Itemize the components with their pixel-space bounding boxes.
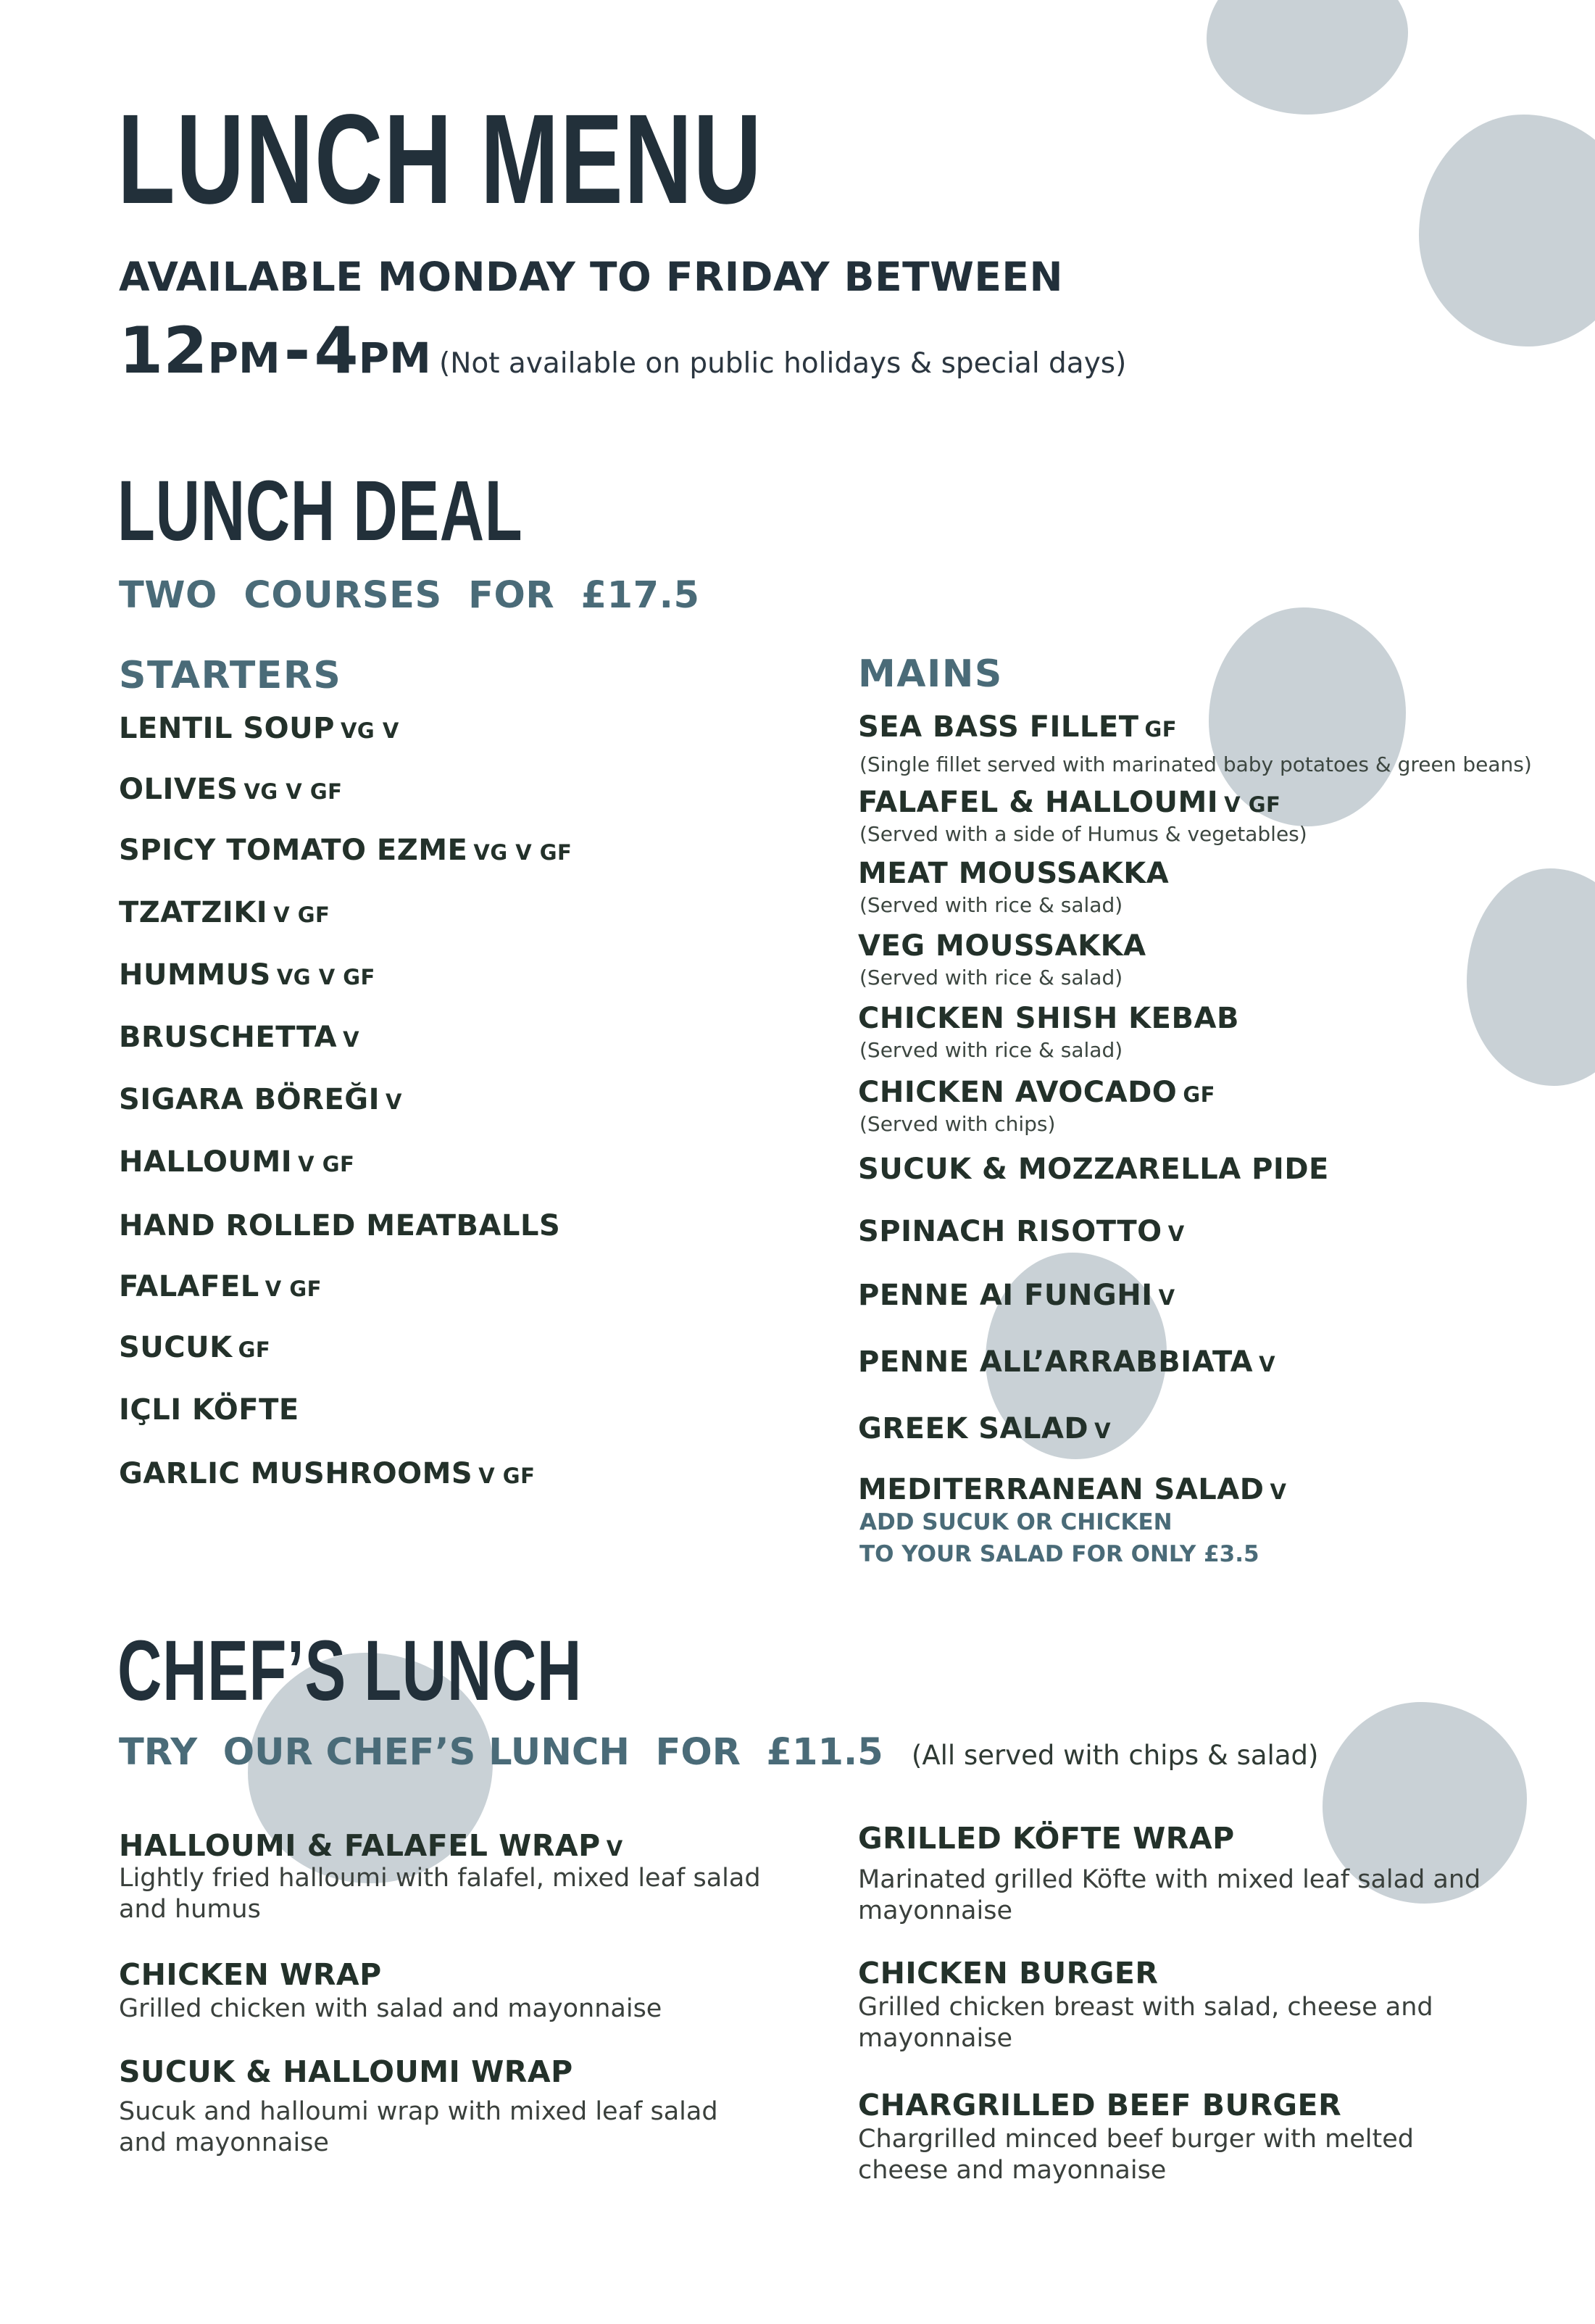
- starter-item: [119, 1331, 270, 1364]
- decor-blob-top-right: [1419, 115, 1595, 346]
- main-item-tags: V: [1270, 1480, 1287, 1504]
- starter-item: [119, 1457, 535, 1490]
- starter-item-tags: GF: [238, 1337, 271, 1362]
- starter-item-name: GARLIC MUSHROOMS: [119, 1457, 473, 1490]
- chefs-lunch-note: (All served with chips & salad): [911, 1740, 1319, 1771]
- main-item: [858, 786, 1280, 819]
- main-item: [858, 1473, 1286, 1506]
- time-note: (Not available on public holidays & special days): [438, 347, 1127, 380]
- starter-item: [119, 1209, 560, 1242]
- chef-lunch-item-name: [119, 1828, 771, 1863]
- time-start-number: 12: [119, 313, 208, 388]
- time-range: [119, 313, 1126, 388]
- starters-heading: STARTERS: [119, 654, 342, 697]
- chef-lunch-item-title: SUCUK & HALLOUMI WRAP: [119, 2054, 573, 2089]
- chef-lunch-item-name: [858, 1821, 1510, 1856]
- main-item-tags: V: [1094, 1419, 1112, 1443]
- starter-item-name: TZATZIKI: [119, 896, 268, 929]
- starter-item: [119, 773, 342, 806]
- time-start-suffix: PM: [207, 333, 280, 383]
- chef-lunch-item-name: [119, 1957, 771, 1992]
- chef-lunch-item-description: Lightly fried halloumi with falafel, mixed leaf salad and humus: [119, 1864, 761, 1924]
- chef-lunch-item-description: Grilled chicken breast with salad, cheese and mayonnaise: [858, 1993, 1433, 2053]
- chefs-lunch-subtitle: TRY OUR CHEF’S LUNCH FOR £11.5: [119, 1731, 883, 1774]
- mains-heading: MAINS: [858, 652, 1003, 696]
- main-item-description: (Served with rice & salad): [859, 893, 1123, 917]
- main-item-name: PENNE ALL’ARRABBIATA: [858, 1345, 1254, 1379]
- starter-item-tags: V GF: [478, 1464, 536, 1488]
- chef-lunch-item-tags: V: [606, 1836, 623, 1861]
- chef-lunch-item-title: CHICKEN BURGER: [858, 1956, 1159, 1991]
- lunch-deal-subtitle: TWO COURSES FOR £17.5: [119, 574, 700, 617]
- time-end-number: 4: [314, 313, 359, 388]
- chef-lunch-item-description: Chargrilled minced beef burger with melted cheese and mayonnaise: [858, 2125, 1414, 2185]
- starter-item-name: SUCUK: [119, 1331, 233, 1364]
- main-item: [858, 1076, 1215, 1109]
- chef-lunch-item-title: HALLOUMI & FALAFEL WRAP: [119, 1828, 601, 1863]
- starter-item-tags: VG V GF: [276, 965, 375, 989]
- chef-lunch-item-title: CHARGRILLED BEEF BURGER: [858, 2088, 1342, 2122]
- time-end-suffix: PM: [358, 333, 431, 383]
- main-item-name: CHICKEN AVOCADO: [858, 1076, 1178, 1109]
- main-item-tags: V: [1158, 1285, 1175, 1310]
- main-item-tags: GF: [1144, 717, 1178, 742]
- main-item-tags: V: [1167, 1221, 1185, 1246]
- starter-item-name: SIGARA BÖREĞI: [119, 1083, 380, 1116]
- chef-lunch-item-description: Grilled chicken with salad and mayonnaise: [119, 1994, 662, 2023]
- main-item-description: (Single fillet served with marinated baby potatoes & green beans): [859, 752, 1532, 776]
- main-item: [858, 857, 1169, 890]
- main-item: [858, 929, 1146, 963]
- main-item-name: CHICKEN SHISH KEBAB: [858, 1002, 1239, 1035]
- main-item: [858, 1153, 1329, 1186]
- starter-item-tags: V GF: [265, 1277, 322, 1301]
- starter-item-tags: V: [343, 1027, 360, 1052]
- chef-lunch-item: [858, 1821, 1510, 1927]
- main-item: [858, 1279, 1175, 1312]
- starter-item-name: FALAFEL: [119, 1270, 259, 1303]
- starter-item-tags: V GF: [298, 1152, 355, 1176]
- starter-item: [119, 958, 375, 992]
- main-item-description: (Served with a side of Humus & vegetables): [859, 822, 1307, 846]
- chefs-lunch-subtitle-row: [119, 1731, 1318, 1774]
- starter-item-tags: VG V GF: [243, 779, 343, 804]
- starter-item-tags: VG V: [340, 718, 399, 743]
- starter-item-name: HAND ROLLED MEATBALLS: [119, 1209, 561, 1242]
- starter-item-tags: V: [386, 1090, 402, 1114]
- main-item-description: (Served with rice & salad): [859, 966, 1123, 989]
- starter-item-name: BRUSCHETTA: [119, 1021, 338, 1054]
- starter-item: [119, 1270, 322, 1303]
- main-item-name: PENNE AI FUNGHI: [858, 1279, 1153, 1312]
- main-item-name: SUCUK & MOZZARELLA PIDE: [858, 1153, 1329, 1186]
- main-item: [858, 1002, 1239, 1035]
- main-item-name: SEA BASS FILLET: [858, 710, 1139, 744]
- chef-lunch-item-title: GRILLED KÖFTE WRAP: [858, 1821, 1235, 1856]
- starter-item: [119, 1083, 402, 1116]
- chef-lunch-item: [858, 2088, 1510, 2186]
- chef-lunch-item: [119, 1957, 771, 2025]
- main-item-tags: GF: [1183, 1082, 1215, 1107]
- starter-item: [119, 1021, 359, 1054]
- starter-item: [119, 1145, 354, 1179]
- main-item: [858, 1412, 1111, 1445]
- main-item-tags: V: [1259, 1352, 1276, 1377]
- main-item-name: FALAFEL & HALLOUMI: [858, 786, 1219, 819]
- main-item: [858, 1345, 1275, 1379]
- starter-item: [119, 834, 572, 867]
- decor-blob-right-mid: [1467, 868, 1595, 1086]
- starter-item-name: SPICY TOMATO EZME: [119, 834, 468, 867]
- starter-item-name: HALLOUMI: [119, 1145, 293, 1179]
- starter-item-name: OLIVES: [119, 773, 238, 806]
- main-item-name: VEG MOUSSAKKA: [858, 929, 1146, 963]
- chef-lunch-item-description: Sucuk and halloumi wrap with mixed leaf salad and mayonnaise: [119, 2097, 718, 2157]
- chef-lunch-item: [119, 2054, 771, 2159]
- main-item-name: MEDITERRANEAN SALAD: [858, 1473, 1265, 1506]
- salad-addon-line-1: ADD SUCUK OR CHICKEN: [859, 1509, 1173, 1535]
- decor-blob-top: [1207, 0, 1408, 115]
- chef-lunch-item: [858, 1956, 1510, 2054]
- starter-item-tags: V GF: [273, 902, 330, 927]
- page-title: LUNCH MENU: [117, 88, 763, 231]
- starter-item-tags: VG V GF: [473, 840, 572, 865]
- salad-addon-line-2: TO YOUR SALAD FOR ONLY £3.5: [859, 1541, 1259, 1567]
- availability-text: AVAILABLE MONDAY TO FRIDAY BETWEEN: [119, 254, 1064, 300]
- chef-lunch-item-name: [858, 2088, 1510, 2122]
- chef-lunch-item: [119, 1828, 771, 1925]
- lunch-deal-title: LUNCH DEAL: [117, 463, 523, 559]
- starter-item-name: IÇLI KÖFTE: [119, 1393, 299, 1427]
- main-item-name: GREEK SALAD: [858, 1412, 1089, 1445]
- chefs-lunch-title: CHEF’S LUNCH: [117, 1623, 583, 1719]
- time-dash: -: [283, 313, 311, 388]
- main-item: [858, 1215, 1185, 1248]
- starter-item: [119, 712, 399, 745]
- main-item-tags: V GF: [1224, 792, 1281, 817]
- main-item-name: MEAT MOUSSAKKA: [858, 857, 1170, 890]
- chef-lunch-item-name: [858, 1956, 1510, 1991]
- chef-lunch-item-name: [119, 2054, 771, 2089]
- starter-item: [119, 1393, 299, 1427]
- starter-item-name: HUMMUS: [119, 958, 271, 992]
- main-item: [858, 710, 1177, 744]
- starter-item-name: LENTIL SOUP: [119, 712, 335, 745]
- main-item-description: (Served with chips): [859, 1112, 1056, 1136]
- main-item-description: (Served with rice & salad): [859, 1038, 1123, 1062]
- chef-lunch-item-title: CHICKEN WRAP: [119, 1957, 382, 1992]
- chef-lunch-item-description: Marinated grilled Köfte with mixed leaf salad and mayonnaise: [858, 1865, 1481, 1925]
- main-item-name: SPINACH RISOTTO: [858, 1215, 1162, 1248]
- starter-item: [119, 896, 330, 929]
